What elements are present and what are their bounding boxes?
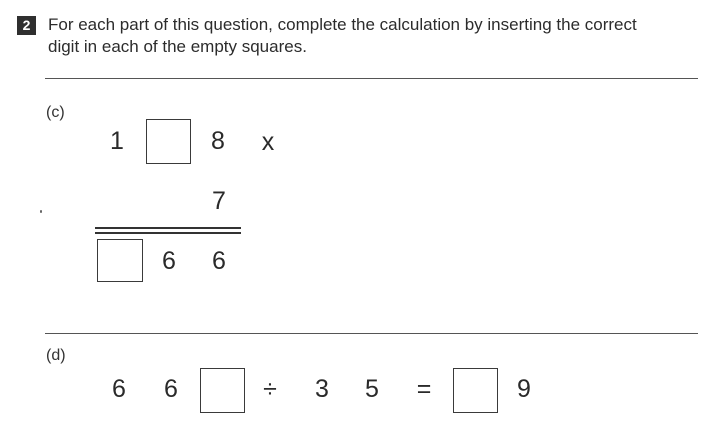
part-c-result-digit-3: 6 bbox=[212, 247, 226, 275]
part-c-result-empty-square[interactable] bbox=[97, 239, 143, 282]
part-c-label: (c) bbox=[46, 104, 65, 121]
part-d-divide-sign: ÷ bbox=[263, 375, 277, 403]
question-text-line-2: digit in each of the empty squares. bbox=[48, 37, 307, 56]
part-d-digit-2: 6 bbox=[164, 375, 178, 403]
part-c-row2-digit: 7 bbox=[212, 187, 226, 215]
part-c-row1-digit-1: 1 bbox=[110, 127, 124, 155]
part-c-result-digit-2: 6 bbox=[162, 247, 176, 275]
part-d-empty-square-2[interactable] bbox=[453, 368, 498, 413]
divider-middle bbox=[45, 333, 698, 334]
part-d-equals-sign: = bbox=[416, 375, 432, 403]
part-c-answer-line-top bbox=[95, 227, 241, 229]
part-d-label: (d) bbox=[46, 347, 66, 364]
part-d-divisor-digit-1: 3 bbox=[315, 375, 329, 403]
question-number-badge: 2 bbox=[17, 16, 36, 35]
question-text-line-1: For each part of this question, complete the calculation by inserting the correct bbox=[48, 15, 637, 34]
part-d-empty-square-1[interactable] bbox=[200, 368, 245, 413]
part-c-row1-empty-square[interactable] bbox=[146, 119, 191, 164]
part-d-digit-1: 6 bbox=[112, 375, 126, 403]
question-instructions bbox=[48, 14, 698, 58]
part-c-row1-digit-3: 8 bbox=[211, 127, 225, 155]
part-d-divisor-digit-2: 5 bbox=[365, 375, 379, 403]
part-c-answer-line-bottom bbox=[95, 232, 241, 234]
part-d-answer-digit-2: 9 bbox=[517, 375, 531, 403]
part-c-multiply-sign: x bbox=[261, 128, 275, 156]
divider-top bbox=[45, 78, 698, 79]
page-speck bbox=[40, 210, 42, 213]
